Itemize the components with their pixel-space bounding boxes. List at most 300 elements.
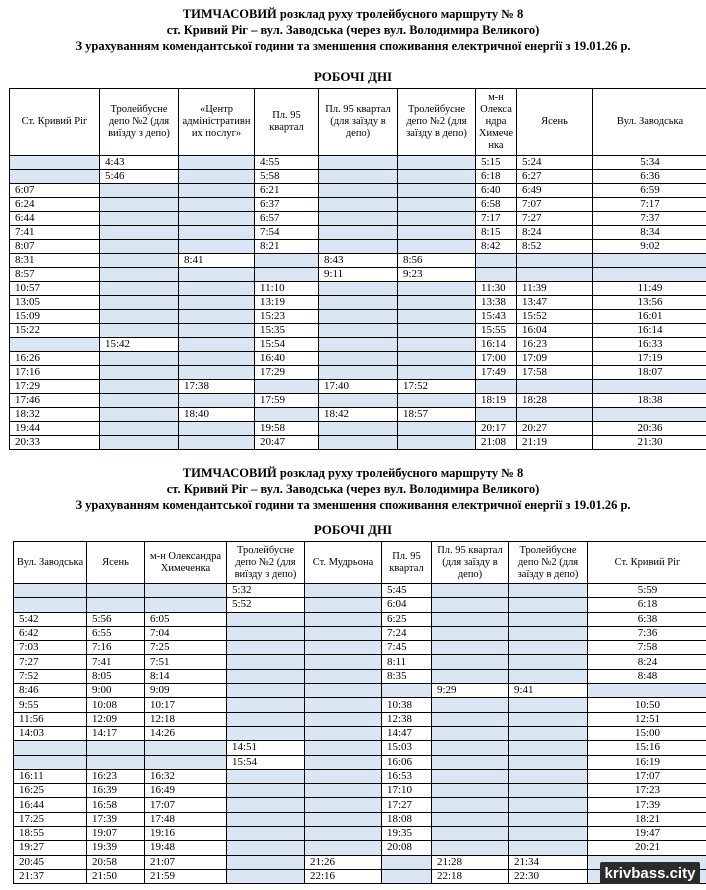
time-cell: [593, 268, 706, 282]
time-cell: [509, 655, 588, 669]
time-cell: 17:25: [14, 812, 87, 826]
time-cell: [398, 338, 476, 352]
time-cell: 5:42: [14, 612, 87, 626]
time-cell: 17:59: [255, 394, 319, 408]
table-row: [14, 684, 706, 698]
time-cell: [145, 598, 227, 612]
time-cell: [179, 240, 255, 254]
time-cell: [227, 812, 305, 826]
time-cell: [398, 436, 476, 450]
time-cell: [593, 380, 706, 394]
time-cell: 17:27: [382, 798, 432, 812]
time-cell: [398, 282, 476, 296]
time-cell: [476, 268, 517, 282]
time-cell: [398, 394, 476, 408]
time-cell: 7:27: [14, 655, 87, 669]
time-cell: 10:08: [87, 698, 145, 712]
time-cell: [87, 741, 145, 755]
time-cell: 20:27: [517, 422, 593, 436]
column-header: Тролейбусне депо №2 (для виїзду з депо): [227, 542, 305, 584]
time-cell: [227, 726, 305, 740]
time-cell: 8:24: [588, 655, 706, 669]
time-cell: [432, 841, 509, 855]
time-cell: [227, 669, 305, 683]
time-cell: [432, 798, 509, 812]
time-cell: [179, 268, 255, 282]
time-cell: [179, 198, 255, 212]
time-cell: [227, 698, 305, 712]
table-row: [10, 268, 706, 282]
time-cell: [398, 170, 476, 184]
time-cell: [398, 366, 476, 380]
time-cell: 18:40: [179, 408, 255, 422]
time-cell: 19:39: [87, 841, 145, 855]
time-cell: 19:16: [145, 827, 227, 841]
time-cell: 13:19: [255, 296, 319, 310]
time-cell: [319, 184, 398, 198]
time-cell: [509, 841, 588, 855]
time-cell: [382, 869, 432, 883]
schedule2-title-line1: ТИМЧАСОВИЙ розклад руху тролейбусного маршруту № 8: [182, 466, 524, 480]
time-cell: 12:18: [145, 712, 227, 726]
table-row: [10, 226, 706, 240]
time-cell: [398, 156, 476, 170]
time-cell: 15:09: [10, 310, 100, 324]
time-cell: 15:35: [255, 324, 319, 338]
time-cell: [398, 422, 476, 436]
table-row: [10, 282, 706, 296]
time-cell: [10, 170, 100, 184]
time-cell: [319, 394, 398, 408]
time-cell: 8:57: [10, 268, 100, 282]
time-cell: [509, 712, 588, 726]
time-cell: 6:21: [255, 184, 319, 198]
table-row: [10, 380, 706, 394]
time-cell: [87, 755, 145, 769]
time-cell: [398, 324, 476, 338]
time-cell: 17:23: [588, 784, 706, 798]
time-cell: [227, 684, 305, 698]
time-cell: [10, 338, 100, 352]
time-cell: 6:05: [145, 612, 227, 626]
time-cell: [432, 655, 509, 669]
time-cell: 11:56: [14, 712, 87, 726]
time-cell: [382, 684, 432, 698]
time-cell: 6:44: [10, 212, 100, 226]
time-cell: 18:21: [588, 812, 706, 826]
time-cell: [305, 712, 382, 726]
column-header: Пл. 95 квартал (для заїзду в депо): [432, 542, 509, 584]
time-cell: [432, 812, 509, 826]
time-cell: 13:05: [10, 296, 100, 310]
time-cell: [319, 310, 398, 324]
schedule1-title-line2: ст. Кривий Ріг – вул. Заводська (через вул. Володимира Великого): [166, 23, 540, 37]
time-cell: 13:56: [593, 296, 706, 310]
time-cell: 16:23: [517, 338, 593, 352]
time-cell: 22:16: [305, 869, 382, 883]
time-cell: [509, 784, 588, 798]
time-cell: 21:50: [87, 869, 145, 883]
time-cell: 15:54: [227, 755, 305, 769]
time-cell: [179, 226, 255, 240]
time-cell: 17:52: [398, 380, 476, 394]
time-cell: [255, 408, 319, 422]
time-cell: [100, 212, 179, 226]
table-row: [14, 655, 706, 669]
time-cell: 5:45: [382, 584, 432, 598]
table-row: [14, 741, 706, 755]
table-row: [10, 198, 706, 212]
time-cell: 18:32: [10, 408, 100, 422]
time-cell: 19:07: [87, 827, 145, 841]
time-cell: 17:19: [593, 352, 706, 366]
time-cell: 19:35: [382, 827, 432, 841]
table-row: [10, 254, 706, 268]
time-cell: [305, 841, 382, 855]
time-cell: [319, 156, 398, 170]
table-row: [14, 769, 706, 783]
time-cell: [87, 598, 145, 612]
time-cell: [227, 641, 305, 655]
table-row: [10, 436, 706, 450]
time-cell: [319, 338, 398, 352]
time-cell: 20:36: [593, 422, 706, 436]
time-cell: 7:17: [476, 212, 517, 226]
time-cell: 12:51: [588, 712, 706, 726]
time-cell: [398, 198, 476, 212]
time-cell: [305, 698, 382, 712]
time-cell: 5:59: [588, 584, 706, 598]
time-cell: 17:39: [87, 812, 145, 826]
table-row: [14, 626, 706, 640]
time-cell: [14, 741, 87, 755]
time-cell: 7:41: [87, 655, 145, 669]
time-cell: 6:25: [382, 612, 432, 626]
time-cell: [432, 769, 509, 783]
time-cell: [476, 380, 517, 394]
table-row: [14, 612, 706, 626]
time-cell: [305, 612, 382, 626]
time-cell: [305, 684, 382, 698]
time-cell: 20:47: [255, 436, 319, 450]
time-cell: 6:18: [476, 170, 517, 184]
table-row: [10, 156, 706, 170]
time-cell: 8:14: [145, 669, 227, 683]
time-cell: 15:42: [100, 338, 179, 352]
time-cell: [305, 812, 382, 826]
time-cell: [179, 170, 255, 184]
time-cell: 16:26: [10, 352, 100, 366]
time-cell: 7:36: [588, 626, 706, 640]
table-row: [14, 841, 706, 855]
time-cell: [100, 422, 179, 436]
time-cell: 20:45: [14, 855, 87, 869]
column-header: Вул. Заводська: [14, 542, 87, 584]
time-cell: 19:48: [145, 841, 227, 855]
time-cell: 7:24: [382, 626, 432, 640]
time-cell: 8:48: [588, 669, 706, 683]
time-cell: [398, 184, 476, 198]
time-cell: [432, 784, 509, 798]
time-cell: 6:58: [476, 198, 517, 212]
time-cell: 16:40: [255, 352, 319, 366]
time-cell: 16:19: [588, 755, 706, 769]
time-cell: [179, 310, 255, 324]
time-cell: 17:29: [255, 366, 319, 380]
time-cell: 16:23: [87, 769, 145, 783]
time-cell: [517, 408, 593, 422]
time-cell: [14, 755, 87, 769]
time-cell: 9:02: [593, 240, 706, 254]
table-row: [14, 712, 706, 726]
time-cell: [100, 282, 179, 296]
time-cell: 6:42: [14, 626, 87, 640]
time-cell: [100, 366, 179, 380]
time-cell: [100, 310, 179, 324]
time-cell: [509, 726, 588, 740]
schedule1-table: [9, 88, 706, 450]
time-cell: 6:07: [10, 184, 100, 198]
time-cell: [100, 226, 179, 240]
time-cell: [305, 584, 382, 598]
time-cell: 4:55: [255, 156, 319, 170]
schedule2-title-line3: З урахуванням комендантської години та зменшення споживання електричної енергії з 19.01.26 р.: [75, 498, 631, 512]
time-cell: 21:08: [476, 436, 517, 450]
time-cell: [509, 798, 588, 812]
time-cell: 5:58: [255, 170, 319, 184]
time-cell: [145, 584, 227, 598]
table-row: [14, 584, 706, 598]
time-cell: [100, 254, 179, 268]
column-header: Ясень: [87, 542, 145, 584]
table-row: [14, 812, 706, 826]
time-cell: [593, 408, 706, 422]
time-cell: 9:11: [319, 268, 398, 282]
time-cell: 7:54: [255, 226, 319, 240]
time-cell: 18:38: [593, 394, 706, 408]
schedule2-title: [0, 465, 706, 513]
time-cell: [305, 769, 382, 783]
time-cell: [319, 240, 398, 254]
time-cell: 21:34: [509, 855, 588, 869]
table-row: [10, 338, 706, 352]
time-cell: [432, 755, 509, 769]
time-cell: 14:03: [14, 726, 87, 740]
time-cell: [319, 226, 398, 240]
time-cell: [179, 324, 255, 338]
time-cell: 12:38: [382, 712, 432, 726]
time-cell: 20:33: [10, 436, 100, 450]
time-cell: [179, 422, 255, 436]
time-cell: [179, 156, 255, 170]
time-cell: [305, 626, 382, 640]
time-cell: [305, 598, 382, 612]
time-cell: 8:56: [398, 254, 476, 268]
time-cell: [509, 769, 588, 783]
table-row: [14, 698, 706, 712]
time-cell: 16:53: [382, 769, 432, 783]
time-cell: [319, 436, 398, 450]
time-cell: 5:32: [227, 584, 305, 598]
time-cell: [100, 408, 179, 422]
time-cell: [398, 226, 476, 240]
time-cell: 7:41: [10, 226, 100, 240]
time-cell: [319, 282, 398, 296]
schedule2-table: [13, 541, 706, 884]
time-cell: 8:11: [382, 655, 432, 669]
column-header: Тролейбусне депо №2 (для виїзду з депо): [100, 89, 179, 156]
time-cell: 7:27: [517, 212, 593, 226]
time-cell: [100, 436, 179, 450]
time-cell: 11:10: [255, 282, 319, 296]
time-cell: 22:18: [432, 869, 509, 883]
schedule1-body: [10, 156, 706, 450]
time-cell: 11:49: [593, 282, 706, 296]
time-cell: [87, 584, 145, 598]
schedule2-days: РОБОЧІ ДНІ: [313, 522, 393, 537]
time-cell: [100, 268, 179, 282]
time-cell: [509, 626, 588, 640]
time-cell: [179, 352, 255, 366]
time-cell: 14:51: [227, 741, 305, 755]
time-cell: [398, 296, 476, 310]
time-cell: 8:42: [476, 240, 517, 254]
time-cell: [517, 268, 593, 282]
time-cell: [319, 422, 398, 436]
time-cell: [227, 841, 305, 855]
time-cell: 17:29: [10, 380, 100, 394]
time-cell: 6:18: [588, 598, 706, 612]
time-cell: 11:30: [476, 282, 517, 296]
time-cell: 6:24: [10, 198, 100, 212]
time-cell: [432, 726, 509, 740]
time-cell: 18:42: [319, 408, 398, 422]
schedule2-header-row: [14, 542, 706, 584]
time-cell: [509, 755, 588, 769]
column-header: м-н Олекса ндра Химечe нка: [476, 89, 517, 156]
time-cell: 8:05: [87, 669, 145, 683]
time-cell: 5:34: [593, 156, 706, 170]
time-cell: [255, 268, 319, 282]
time-cell: [179, 296, 255, 310]
schedule1-days: РОБОЧІ ДНІ: [313, 69, 393, 84]
time-cell: 18:07: [593, 366, 706, 380]
time-cell: 16:14: [476, 338, 517, 352]
time-cell: 17:46: [10, 394, 100, 408]
time-cell: 19:58: [255, 422, 319, 436]
time-cell: 7:52: [14, 669, 87, 683]
time-cell: 7:37: [593, 212, 706, 226]
time-cell: [227, 855, 305, 869]
time-cell: [319, 366, 398, 380]
time-cell: 7:04: [145, 626, 227, 640]
time-cell: [14, 584, 87, 598]
schedule1-title-line3: З урахуванням комендантської години та зменшення споживання електричної енергії з 19.01.26 р.: [75, 39, 631, 53]
time-cell: [145, 741, 227, 755]
time-cell: [179, 212, 255, 226]
time-cell: [588, 684, 706, 698]
table-row: [10, 310, 706, 324]
time-cell: 18:28: [517, 394, 593, 408]
time-cell: 17:49: [476, 366, 517, 380]
time-cell: 9:29: [432, 684, 509, 698]
time-cell: 16:11: [14, 769, 87, 783]
time-cell: [100, 184, 179, 198]
time-cell: 16:14: [593, 324, 706, 338]
time-cell: 6:57: [255, 212, 319, 226]
time-cell: [227, 769, 305, 783]
time-cell: 9:55: [14, 698, 87, 712]
time-cell: 6:59: [593, 184, 706, 198]
time-cell: 6:55: [87, 626, 145, 640]
time-cell: 6:49: [517, 184, 593, 198]
time-cell: 7:17: [593, 198, 706, 212]
column-header: Вул. Заводська: [593, 89, 706, 156]
time-cell: 6:38: [588, 612, 706, 626]
time-cell: 12:09: [87, 712, 145, 726]
time-cell: 6:27: [517, 170, 593, 184]
column-header: Ст. Мудрьона: [305, 542, 382, 584]
table-row: [10, 184, 706, 198]
time-cell: [432, 827, 509, 841]
time-cell: [382, 855, 432, 869]
time-cell: 20:17: [476, 422, 517, 436]
time-cell: 17:58: [517, 366, 593, 380]
time-cell: 15:54: [255, 338, 319, 352]
time-cell: 4:43: [100, 156, 179, 170]
time-cell: [305, 669, 382, 683]
time-cell: [10, 156, 100, 170]
time-cell: 19:47: [588, 827, 706, 841]
time-cell: 8:31: [10, 254, 100, 268]
time-cell: 7:45: [382, 641, 432, 655]
time-cell: [305, 798, 382, 812]
time-cell: 11:39: [517, 282, 593, 296]
time-cell: [179, 338, 255, 352]
time-cell: 13:38: [476, 296, 517, 310]
time-cell: [509, 698, 588, 712]
time-cell: [593, 254, 706, 268]
time-cell: 6:36: [593, 170, 706, 184]
time-cell: [100, 394, 179, 408]
time-cell: [432, 669, 509, 683]
time-cell: 10:57: [10, 282, 100, 296]
time-cell: [305, 827, 382, 841]
time-cell: 21:26: [305, 855, 382, 869]
time-cell: [227, 827, 305, 841]
table-row: [14, 755, 706, 769]
time-cell: 19:27: [14, 841, 87, 855]
time-cell: [509, 827, 588, 841]
time-cell: [398, 352, 476, 366]
time-cell: 15:23: [255, 310, 319, 324]
time-cell: 21:19: [517, 436, 593, 450]
time-cell: 9:23: [398, 268, 476, 282]
time-cell: 8:43: [319, 254, 398, 268]
time-cell: 19:44: [10, 422, 100, 436]
time-cell: 16:33: [593, 338, 706, 352]
time-cell: 6:37: [255, 198, 319, 212]
time-cell: [398, 310, 476, 324]
time-cell: 5:24: [517, 156, 593, 170]
time-cell: 6:40: [476, 184, 517, 198]
time-cell: [179, 366, 255, 380]
time-cell: [476, 254, 517, 268]
time-cell: 8:41: [179, 254, 255, 268]
time-cell: [432, 612, 509, 626]
time-cell: [227, 626, 305, 640]
time-cell: 8:24: [517, 226, 593, 240]
